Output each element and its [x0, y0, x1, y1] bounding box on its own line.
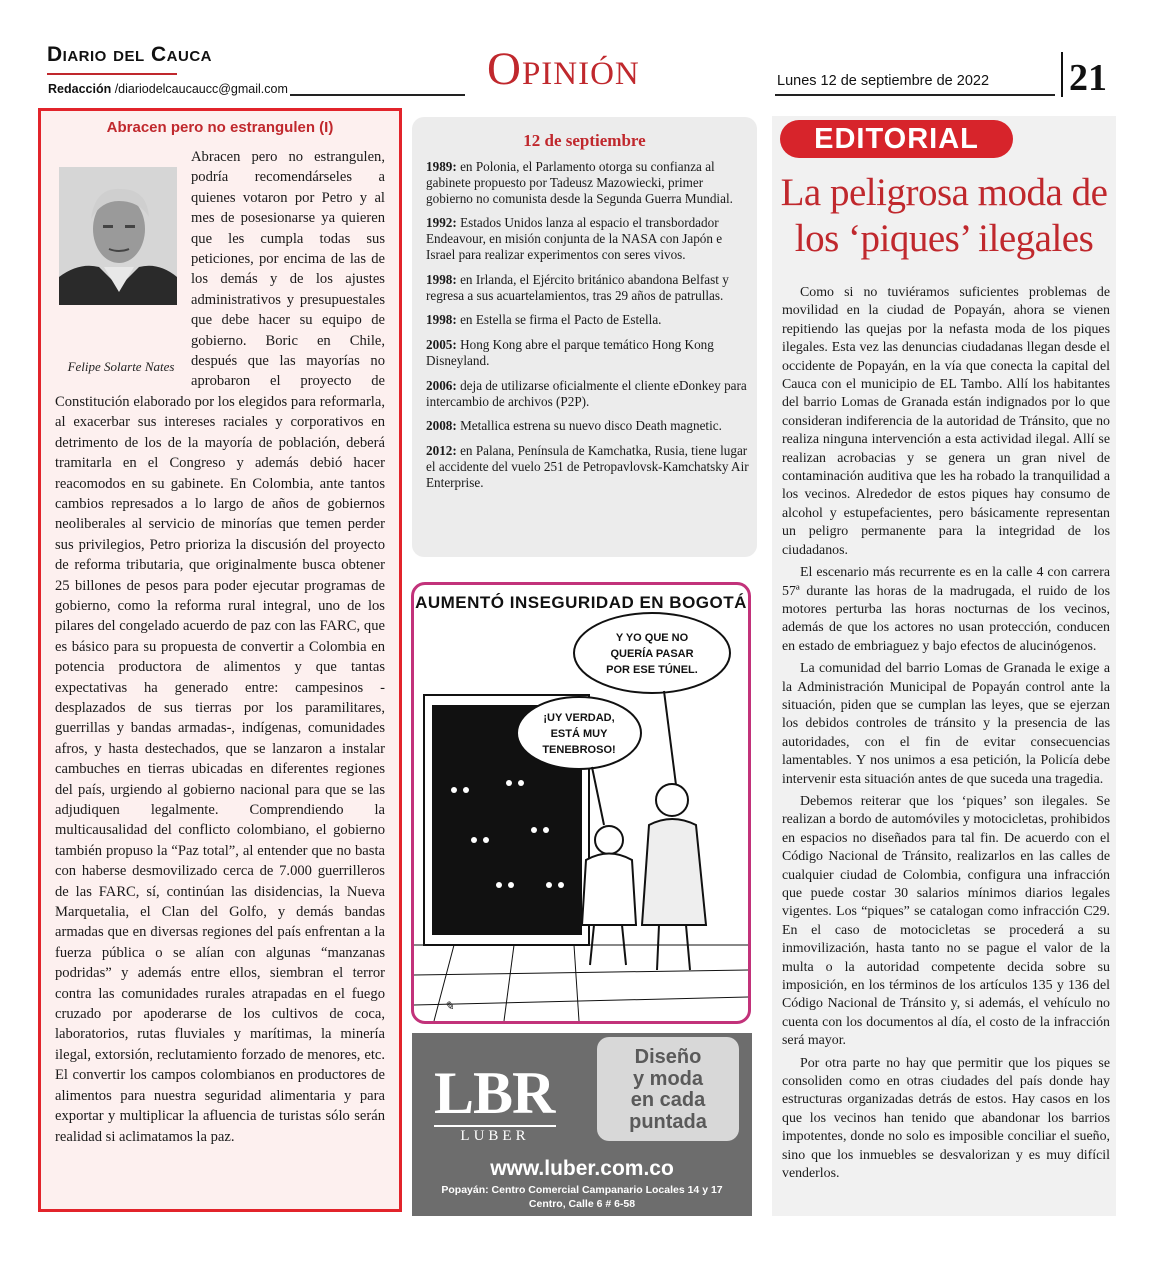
bubble1-line1: Y YO QUE NO: [615, 632, 689, 644]
bubble1-line3: POR ESE TÚNEL.: [606, 664, 698, 676]
ad-address-line2: Centro, Calle 6 # 6-58: [528, 1198, 636, 1210]
newspaper-logo: Diario del Cauca: [47, 43, 212, 66]
efemerides-item: [426, 215, 752, 262]
cartoon-drawing: [414, 585, 748, 1021]
ad-slogan-line: puntada: [629, 1110, 707, 1133]
efemerides-text: en Irlanda, el Ejército británico abandona Belfast y regresa a sus acuartelamientos, tras 29 años de patrullas.: [426, 271, 729, 303]
efemerides-year: 2012:: [426, 443, 457, 459]
efemerides-text: en Estella se firma el Pacto de Estella.: [456, 312, 662, 328]
efemerides-item: [426, 159, 752, 206]
redaccion-label: Redacción: [48, 82, 112, 96]
section-title: Opinión: [487, 43, 640, 95]
opinion-column: [38, 108, 402, 1212]
luber-logo-sub: LUBER: [434, 1125, 556, 1145]
efemerides-item: [426, 312, 752, 328]
efemerides-item: [426, 378, 752, 410]
luber-logo: [434, 1060, 574, 1147]
efemerides-year: 1998:: [426, 312, 457, 328]
editorial-column: [772, 116, 1116, 1216]
bubble2-line2: ESTÁ MUY: [550, 728, 608, 740]
page-number: 21: [1069, 57, 1107, 99]
page-number-divider: [1061, 52, 1063, 97]
efemerides-item: [426, 443, 752, 490]
bubble2-line1: ¡UY VERDAD,: [543, 712, 615, 724]
ad-slogan-line: Diseño: [634, 1046, 702, 1068]
efemerides-item: [426, 418, 752, 434]
editorial-title-line2: los ‘piques’ ilegales: [794, 217, 1094, 260]
efemerides-year: 1998:: [426, 271, 457, 287]
editorial-paragraph: El escenario más recurrente es en la calle 4 con carrera 57ª durante las horas de la madrugada, el ruido de los motores perturba las horas nocturnas de los vecinos, además de que los actores no usan protección, conducen en estado de embriaguez y bajo efectos de alucinógenos.: [782, 565, 1110, 654]
editorial-title-line1: La peligrosa moda de: [780, 171, 1108, 214]
column-body: Abracen pero no estrangulen, podría recomendárseles a quienes votaron por Petro y al mes de posesionarse ya quieren que les cumpla todas sus peticiones, por encima de las de los demás y de los ajustes administrativos y presupuestales que debe hacer su equipo de gobierno. Boric en Chile, después que las mayorías no aprobaron el proyecto de Constitución elaborado por los elegidos para reformarla, al exacerbar sus intereses raciales y corporativos en detrimento de los de la mayoría de población, deberá tramitarla en el Congreso y además debió hacer reacomodos en su gabinete. En Colombia, ante tantos cambios represados a lo largo de años de gobiernos neoliberales al servicio de minorías que temen perder sus privilegios, Petro prioriza la discusión del proyecto de reforma tributaria, que originalmente busca obtener 25 billones de pesos para poder ejecutar programas de gobierno, como la reforma rural integral, uno de los pilares del congelado acuerdo de paz con las FARC, que es básico para su propuesta de convertir a Colombia en potencia productora de alimentos y que tantas expectativas ha generado entre: campesinos -desplazados de sus tierras por los paramilitares, guerrillas y bandas armadas-, indígenas, comunidades afros, y hasta destechados, que se lanzaron a instalar cambuches en tierras ubicadas en diferentes regiones del país, urgiendo al gobierno nacional para que se las adjudiquen legalmente. Comprendiendo la multicausalidad del conflicto colombiano, el gobierno también propuso la “Paz total”, al entender que no basta con haberse desmovilizado cerca de 7.000 guerrilleros de las FARC, sí, continúan las disidencias, la Nueva Marquetalia, el Clan del Golfo, y demás bandas armadas que en diversas regiones del país enfrentan a la fuerza pública o se alían con algunas “manzanas podridas” y además entre ellos, siembran el terror contra las comunidades rurales atrapadas en el fuego cruzado por apoderarse de los cultivos de coca, laboratorios, rutas fluviales y marítimas, la minería ilegal, extorsión, reclutamiento forzado de menores, etc. El convertir los campos colombianos en productores de alimentos para nuestra seguridad alimentaria y para exportar y multiplicar la afluencia de turistas sólo serán realidad si aclimatamos la paz.: [55, 149, 385, 1145]
cartoon-frame: [411, 582, 751, 1024]
efemerides-year: 1992:: [426, 215, 457, 231]
ad-address-line1: Popayán: Centro Comercial Campanario Locales 14 y 17: [441, 1184, 723, 1196]
bubble1-line2: QUERÍA PASAR: [610, 648, 694, 660]
editorial-tag: EDITORIAL: [780, 120, 1013, 158]
redaccion-line: [48, 82, 288, 96]
ad-slogan-line: y moda: [632, 1067, 704, 1090]
efemerides-box: [412, 117, 757, 557]
header-rule-right: [775, 94, 1055, 96]
ad-slogan: [597, 1047, 739, 1133]
efemerides-text: en Polonia, el Parlamento otorga su confianza al gabinete propuesto por Tadeusz Mazowiecki, primer gobierno no comunista desde la Segunda Guerra Mundial.: [426, 159, 733, 206]
author-caption: Felipe Solarte Nates: [67, 359, 175, 374]
efemerides-item: [426, 337, 752, 369]
efemerides-item: [426, 272, 752, 304]
ad-slogan-line: en cada: [630, 1089, 706, 1111]
column-title: Abracen pero no estrangulen (I): [106, 119, 334, 136]
efemerides-year: 1989:: [426, 159, 457, 174]
efemerides-year: 2005:: [426, 337, 457, 353]
editorial-body: [782, 284, 1110, 1188]
efemerides-title: 12 de septiembre: [523, 131, 646, 150]
efemerides-text: Estados Unidos lanza al espacio el transbordador Endeavour, en misión conjunta de la NASA con Japón e Israel para realizar experimentos con seres vivos.: [426, 215, 723, 262]
luber-logo-mark: LBR: [434, 1060, 555, 1126]
editorial-paragraph: La comunidad del barrio Lomas de Granada le exige a la Administración Municipal de Popayán control ante la situación, piden que se cumplan las leyes, que se ejerzan los debidos controles de tránsito y la presencia de las autoridades, con el fin de evitar consecuencias lamentables. Y nos unimos a esa petición, la Policía debe intervenir esta situación antes de que suceda una tragedia.: [782, 661, 1110, 787]
redaccion-email: /diariodelcaucaucc@gmail.com: [111, 82, 288, 96]
efemerides-text: Hong Kong abre el parque temático Hong Kong Disneyland.: [426, 337, 714, 368]
efemerides-year: 2006:: [426, 377, 457, 393]
efemerides-text: deja de utilizarse oficialmente el cliente eDonkey para intercambio de archivos (P2P).: [426, 377, 747, 409]
author-photo: [59, 167, 177, 305]
editorial-paragraph: Como si no tuviéramos suficientes problemas de movilidad en la ciudad de Popayán, ahora se vienen repitiendo las quejas por la nefasta moda de los piques ilegales. Esta vez las denuncias ciudadanas llegan desde el occidente de Popayán, en la vía que conecta la capital del Cauca con el municipio de EL Tambo. Allí los habitantes del barrio Lomas de Granada están indignados por lo que consideran indiferencia de la autoridad de Tránsito, que no realiza ninguna intervención a esta actividad ilegal. Allí se realizan acrobacias y se genera un gran nivel de contaminación auditiva que les ha robado la tranquilidad a los vecinos. Alrededor de estos piques hay consumo de alcohol y estupefacientes, pero básicamente representan un peligro permanente para la integridad de los ciudadanos.: [782, 285, 1110, 558]
bubble2-line3: TENEBROSO!: [542, 744, 616, 756]
header-rule-left: [290, 94, 465, 96]
luber-ad[interactable]: [412, 1033, 752, 1216]
issue-date: Lunes 12 de septiembre de 2022: [777, 73, 990, 89]
cartoon-title: AUMENTÓ INSEGURIDAD EN BOGOTÁ: [415, 593, 747, 612]
ad-address: [412, 1183, 752, 1211]
efemerides-year: 2008:: [426, 418, 457, 434]
ad-url[interactable]: www.luber.com.co: [490, 1157, 674, 1180]
efemerides-list: [426, 159, 752, 500]
cartoonist-signature-mark: ✎: [444, 999, 455, 1013]
efemerides-text: Metallica estrena su nuevo disco Death magnetic.: [456, 418, 722, 434]
ad-slogan-box: [597, 1037, 739, 1141]
editorial-title: [772, 170, 1116, 262]
efemerides-text: en Palana, Península de Kamchatka, Rusia, tiene lugar el accidente del vuelo 251 de Petropavlovsk-Kamchatsky Air Enterprise.: [426, 443, 749, 490]
editorial-paragraph: Por otra parte no hay que permitir que los piques se consoliden como en otras ciudades del país donde hay estructuras organizadas detrás de estos. Hay casos en los que los vecinos han tenido que abandonar los barrios impotentes, donde no solo es imposible conciliar el sueño, sino que los inmuebles se desvalorizan y es muy difícil venderlos.: [782, 1055, 1110, 1182]
logo-underline: [47, 73, 177, 75]
editorial-paragraph: Debemos reiterar que los ‘piques’ son ilegales. Se realizan a bordo de automóviles y motocicletas, prohibidos en espacios no diseñados para tal fin. De acuerdo con el Código Nacional de Tránsito, realizarlos en las calles de cualquier ciudad de Colombia, configura una infracción que puede costar 30 salarios mínimos diarios legales vigentes. Los “piques” se catalogan como infracción C29. En el caso de motocicletas se procederá a su inmovilización, hasta tanto no se pague el valor de la multa o la autoridad competente decida sobre su imposición, en los términos de los artículos 135 y 136 del Código Nacional de Tránsito y, si además, el vehículo no cuenta con los documentos al día, el costo de la infracción será mayor.: [782, 793, 1110, 1049]
